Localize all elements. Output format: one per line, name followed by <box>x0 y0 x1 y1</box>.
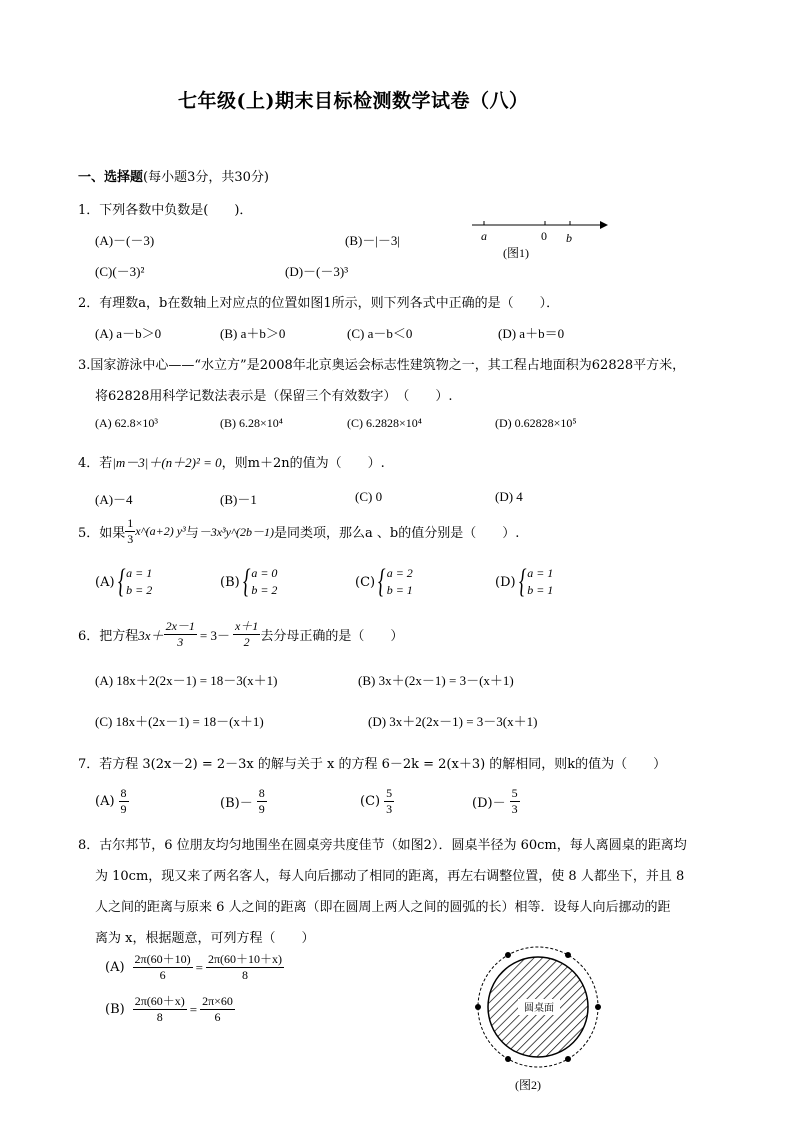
figure-2-round-table <box>470 945 610 1095</box>
q1-option-a: (A)－(－3) <box>95 233 155 248</box>
q6-option-b: (B) 3x＋(2x－1) = 3－(x＋1) <box>358 673 514 688</box>
q1-option-b: (B)－|－3| <box>345 233 401 248</box>
fig1-label-zero: 0 <box>541 229 547 243</box>
q2-option-d: (D) a＋b＝0 <box>498 326 565 341</box>
q8-option-b: (B) $\frac{2\pi(60+x)}{8}$ = $\frac{2\pi\times 60}{6}$ <box>105 994 233 1024</box>
q2-option-a: (A) a－b＞0 <box>95 326 162 341</box>
question-8-line-2: 为 10cm，现又来了两名客人，每人向后挪动了相同的距离，再左右调整位置，使 8 人都坐下，并且 8 <box>95 869 685 884</box>
q3-option-b: (B) 6.28×10⁴ <box>220 416 283 430</box>
q4-option-a: (A)－4 <box>95 492 133 507</box>
q6-fraction-2: $\frac{x+1}{2}$ <box>234 619 259 649</box>
question-2-stem: 2．有理数a，b在数轴上对应点的位置如图1所示，则下列各式中正确的是（ ）． <box>78 296 560 311</box>
question-5-stem <box>78 516 519 547</box>
seat-dot <box>565 952 571 958</box>
question-8-line-3: 人之间的距离与原来 6 人之间的距离（即在圆周上两人之间的圆弧的长）相等．设每人向后挪动的距 <box>95 900 671 915</box>
q4-prefix: 4．若 <box>78 456 113 471</box>
q4-option-c: (C) 0 <box>355 489 383 504</box>
q5-term1: x^(a+2) y³ <box>135 524 186 538</box>
page-title: 七年级(上)期末目标检测数学试卷（八） <box>178 90 529 112</box>
q7-option-a: (A) $\frac{8}{9}$ <box>95 786 127 816</box>
seat-dot <box>505 1056 511 1062</box>
q5-option-c: (C) { a = 2 b = 1 <box>355 563 413 600</box>
q7-option-d: (D)－ $\frac{5}{3}$ <box>472 786 518 816</box>
fig1-label-b: b <box>566 231 572 245</box>
q6-mid: = 3－ <box>199 628 230 643</box>
q6-option-d: (D) 3x＋2(2x－1) = 3－3(x＋1) <box>368 714 538 729</box>
q5-mid: 与 <box>185 526 199 541</box>
q3-option-d: (D) 0.62828×10⁵ <box>495 416 577 430</box>
seat-dot <box>475 1004 481 1010</box>
section-note: (每小题3分，共30分) <box>143 170 269 185</box>
question-3-stem-line1: 3.国家游泳中心——“水立方”是2008年北京奥运会标志性建筑物之一，其工程占地面积为62828平方米， <box>78 358 686 373</box>
question-8-line-1: 8．古尔邦节，6 位朋友均匀地围坐在圆桌旁共度佳节（如图2）．圆桌半径为 60cm，每人离圆桌的距离均 <box>78 838 687 853</box>
q6-prefix: 6．把方程 <box>78 629 139 644</box>
fig2-table-label: 圆桌面 <box>524 1003 554 1014</box>
q7-option-c: (C) $\frac{5}{3}$ <box>360 786 393 816</box>
seat-dot <box>505 952 511 958</box>
q6-fraction-1: $\frac{2x-1}{3}$ <box>165 619 195 649</box>
q6-suffix: 去分母正确的是（ ） <box>260 629 404 644</box>
q4-expression: |m－3|＋(n＋2)² = 0 <box>112 455 222 470</box>
figure-1-number-line <box>468 212 613 267</box>
q5-term2: －3x³y^(2b－1) <box>198 525 275 539</box>
question-4-stem <box>78 452 385 471</box>
q1-option-c: (C)(－3)² <box>95 264 145 279</box>
q1-option-d: (D)－(－3)³ <box>285 264 349 279</box>
question-7-stem: 7．若方程 3(2x－2) = 2－3x 的解与关于 x 的方程 6－2k = 2(x＋3) 的解相同，则k的值为（ ） <box>78 757 667 772</box>
q5-option-b: (B) { a = 0 b = 2 <box>220 563 278 600</box>
section-label: 一、选择题 <box>78 170 144 185</box>
q6-lhs: 3x＋ <box>138 628 164 643</box>
q4-option-b: (B)－1 <box>220 492 257 507</box>
q3-option-c: (C) 6.2828×10⁴ <box>347 416 422 430</box>
fig1-caption: (图1) <box>503 246 529 260</box>
q5-option-a: (A) { a = 1 b = 2 <box>95 563 153 600</box>
question-3-stem-line2: 将62828用科学记数法表示是（保留三个有效数字） （ ）. <box>95 389 453 404</box>
q4-option-d: (D) 4 <box>495 489 523 504</box>
q5-fraction: $\frac{1}{3}$ <box>127 516 134 546</box>
q8-option-a: (A) $\frac{2\pi(60+10)}{6}$ = $\frac{2\pi(60+10+x)}{8}$ <box>105 952 283 982</box>
q6-option-a: (A) 18x＋2(2x－1) = 18－3(x＋1) <box>95 673 278 688</box>
fig1-label-a: a <box>481 229 487 243</box>
q2-option-b: (B) a＋b＞0 <box>220 326 286 341</box>
q4-suffix: ，则m＋2n的值为（ ）. <box>221 456 385 471</box>
section-heading <box>78 166 269 185</box>
seat-dot <box>565 1056 571 1062</box>
q3-option-a: (A) 62.8×10³ <box>95 416 159 430</box>
fig2-caption: (图2) <box>515 1078 541 1092</box>
q6-option-c: (C) 18x＋(2x－1) = 18－(x＋1) <box>95 714 264 729</box>
q7-option-b: (B)－ $\frac{8}{9}$ <box>220 786 265 816</box>
question-6-stem <box>78 619 403 650</box>
q5-prefix: 5．如果 <box>78 526 126 541</box>
q5-option-d: (D) { a = 1 b = 1 <box>495 563 554 600</box>
seat-dot <box>595 1004 601 1010</box>
question-1-stem: 1．下列各数中负数是( )． <box>78 203 253 218</box>
q5-suffix: 是同类项，那么a 、b的值分别是（ ）. <box>274 526 520 541</box>
q2-option-c: (C) a－b＜0 <box>347 326 413 341</box>
question-8-line-4: 离为 x，根据题意，可列方程（ ） <box>95 931 315 946</box>
